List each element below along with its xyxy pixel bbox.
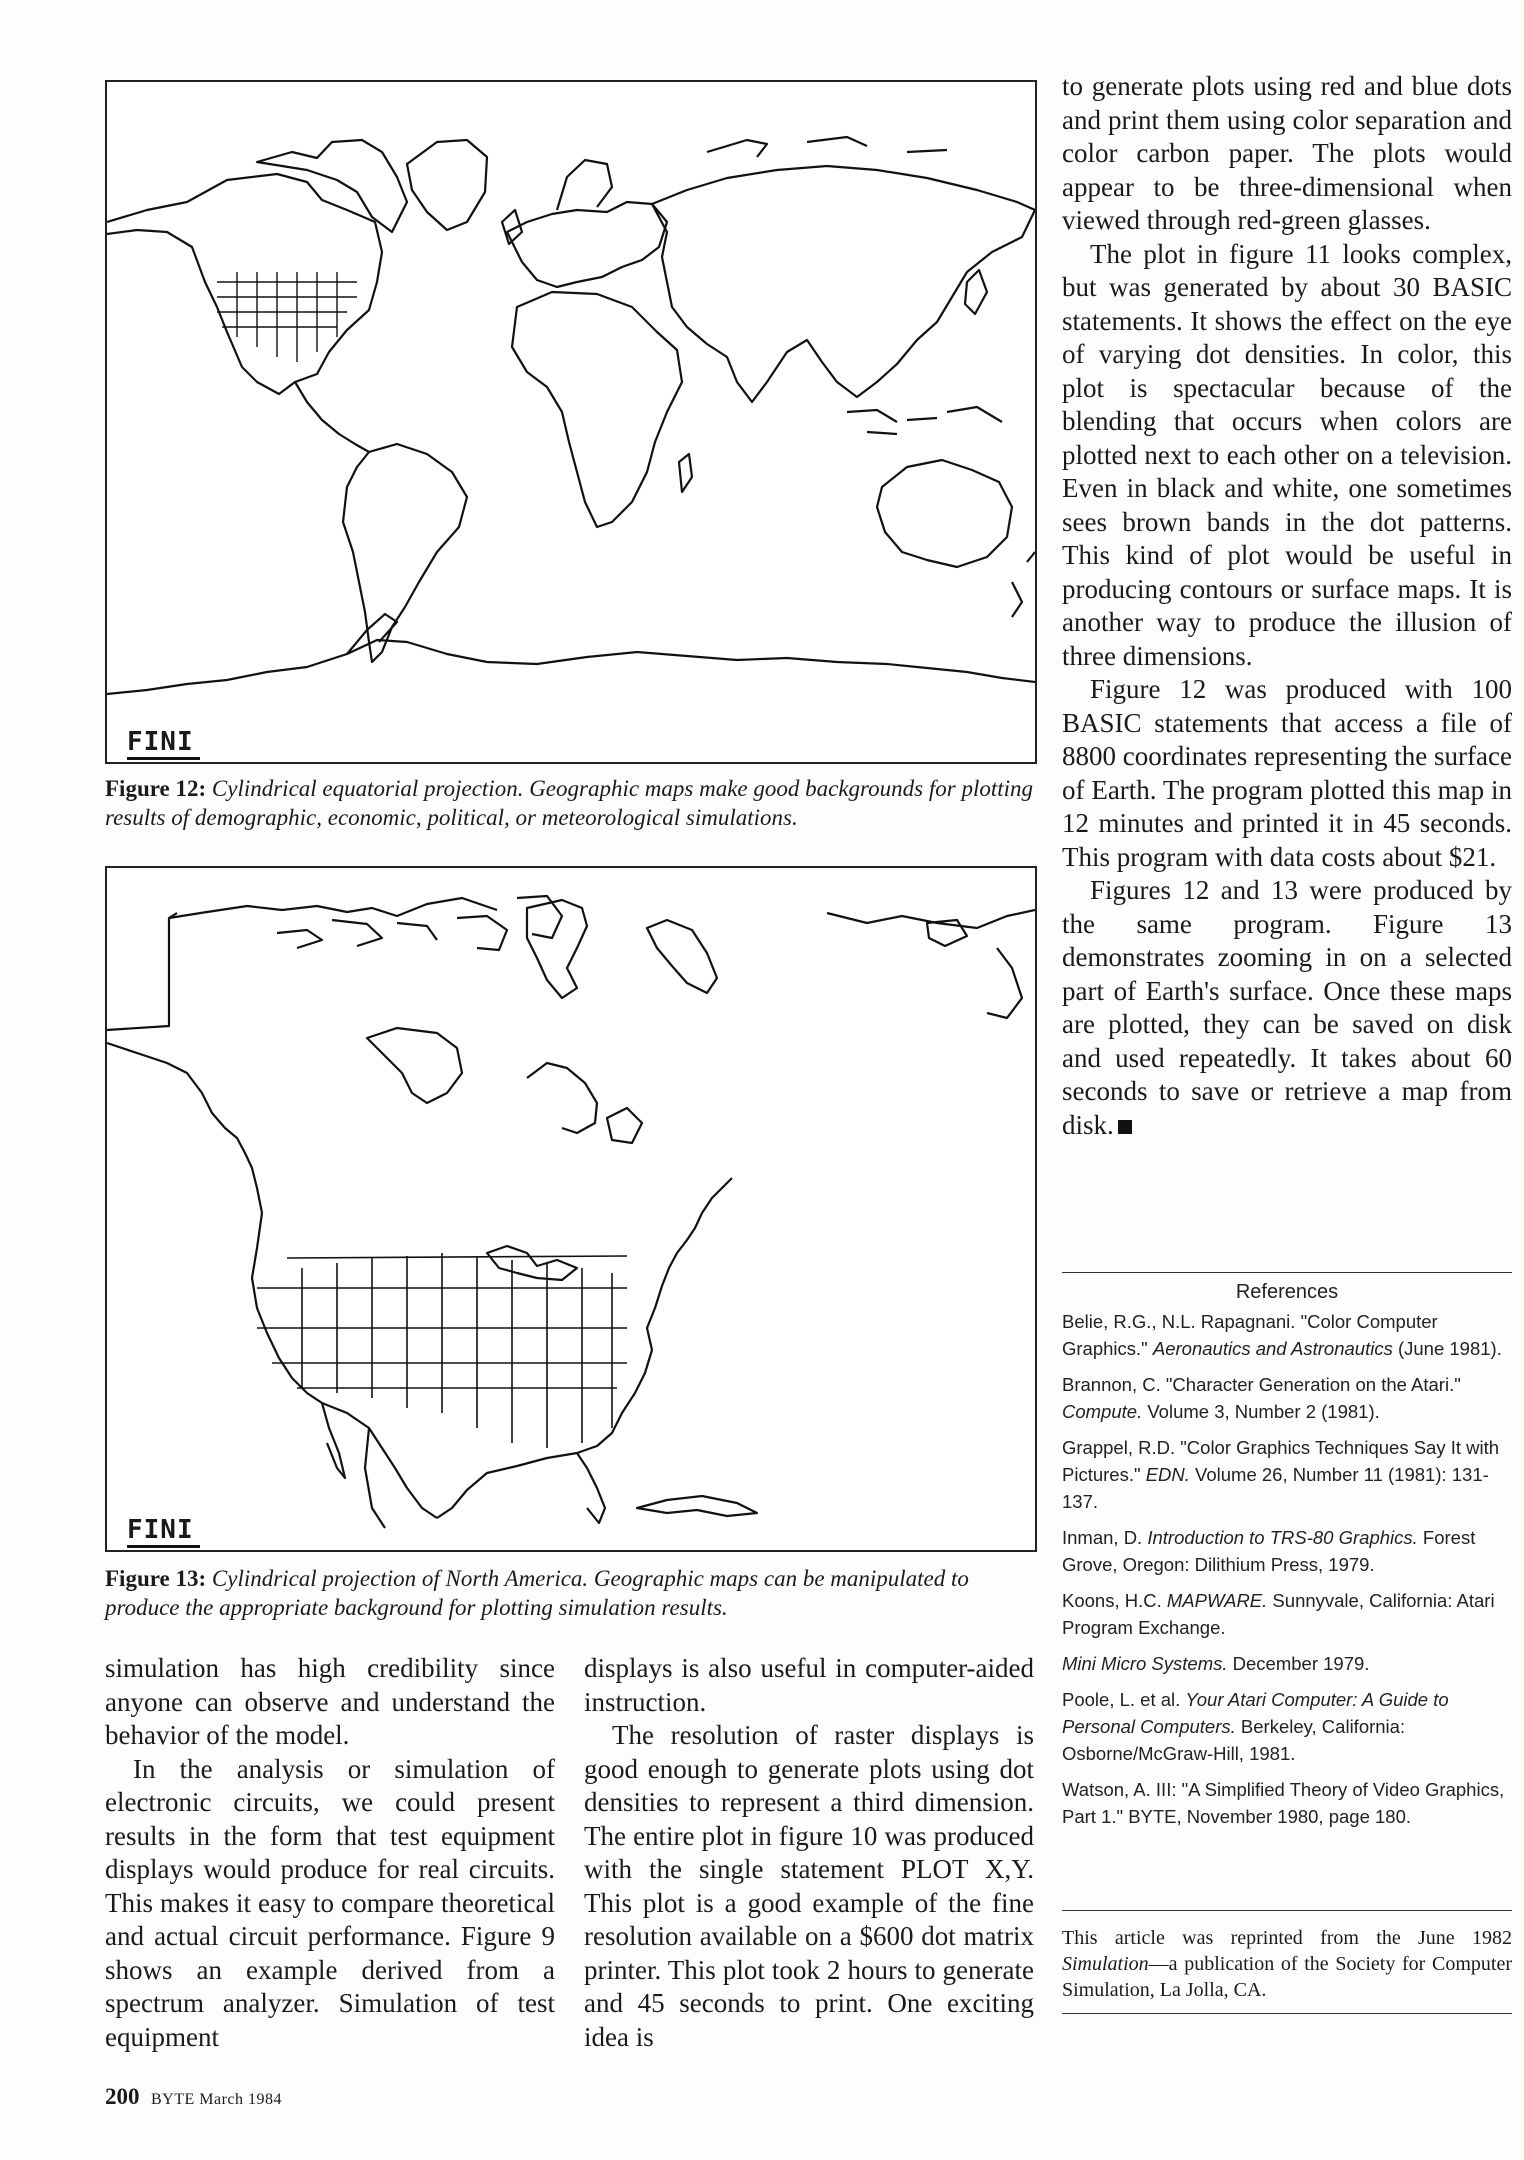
us-state-grid <box>217 272 357 362</box>
asia-outline <box>652 166 1035 402</box>
south-america-outline <box>343 444 467 662</box>
africa-outline <box>512 292 682 527</box>
paragraph: to generate plots using red and blue dots and print them using color separation and color carbon paper. The plots would appear to be three-dimensional when viewed through red-green glasses. <box>1062 71 1512 235</box>
figure-12-caption <box>105 774 1035 832</box>
reference-item: Inman, D. Introduction to TRS-80 Graphics. Forest Grove, Oregon: Dilithium Press, 1979. <box>1062 1527 1476 1575</box>
state-boundaries <box>257 1253 627 1448</box>
europe-outline <box>507 202 667 287</box>
florida <box>577 1453 605 1523</box>
greenland-outline <box>407 140 487 230</box>
paragraph-last <box>1062 874 1512 1142</box>
madagascar-outline <box>679 454 692 492</box>
figure-12-world-map <box>105 80 1037 764</box>
arctic-islands <box>277 896 562 950</box>
divider <box>1062 1910 1512 1911</box>
caption-label: Figure 12: <box>105 776 207 801</box>
north-america-plot <box>107 868 1035 1550</box>
figure-13-caption <box>105 1564 1035 1622</box>
page-number: 200 <box>105 2084 140 2109</box>
note-text: —a publication of the Society for Computer Simulation, La Jolla, CA. <box>1062 1953 1512 2001</box>
paragraph: displays is also useful in computer-aided instruction. <box>584 1653 1034 1717</box>
note-italic: Simulation <box>1062 1953 1149 1975</box>
newfoundland <box>607 1108 642 1143</box>
paragraph: simulation has high credibility since anyone can observe and understand the behavior of the model. <box>105 1653 555 1750</box>
baffin-island <box>647 920 717 993</box>
caption-text: Cylindrical projection of North America. Geographic maps can be manipulated to produce the appropriate background for plotting simulation results. <box>105 1566 969 1620</box>
japan-outline <box>965 270 987 314</box>
paragraph: Figure 12 was produced with 100 BASIC statements that access a file of 8800 coordinates representing the surface of Earth. The program plotted this map in 12 minutes and printed it in 45 seconds. This program with data costs about $21. <box>1062 674 1512 872</box>
hudson-bay <box>367 1028 462 1103</box>
reprint-note <box>1062 1910 1512 2014</box>
mexico-coast <box>365 1428 385 1528</box>
great-lakes <box>487 1246 577 1280</box>
references-heading: References <box>1235 1281 1339 1303</box>
arctic-coast <box>169 898 497 918</box>
labrador-coast <box>527 1063 597 1133</box>
references-section <box>1062 1272 1512 1839</box>
reference-item: Belie, R.G., N.L. Rapagnani. "Color Computer Graphics." Aeronautics and Astronautics (June 1981). <box>1062 1311 1502 1359</box>
australia-outline <box>877 460 1012 567</box>
paragraph: The plot in figure 11 looks complex, but was generated by about 30 BASIC statements. It shows the effect on the eye of varying dot densities. In color, this plot is spectacular because of the blending that occurs when colors are plotted next to each other on a television. Even in black and white, one sometimes sees brown bands in the dot patterns. This kind of plot would be useful in producing contours or surface maps. It is another way to produce the illusion of three dimensions. <box>1062 238 1512 671</box>
caption-label: Figure 13: <box>105 1566 207 1591</box>
end-mark-icon <box>1118 1120 1132 1134</box>
paragraph: The resolution of raster displays is good enough to generate plots using dot densities to represent a third dimension. The entire plot in figure 10 was produced with the single statement PLOT X,Y. This plot is a good example of the fine resolution available on a $600 dot matrix printer. This plot took 2 hours to generate and 45 seconds to print. One exciting idea is <box>584 1720 1034 2052</box>
figure-13-north-america-map <box>105 866 1037 1552</box>
world-map-plot <box>107 82 1035 762</box>
greenland <box>527 900 587 998</box>
page-footer <box>105 2084 282 2110</box>
reference-item: Koons, H.C. MAPWARE. Sunnyvale, California: Atari Program Exchange. <box>1062 1590 1495 1638</box>
cuba <box>637 1496 757 1516</box>
north-america-outline <box>107 174 382 394</box>
note-text: This article was reprinted from the June 1982 <box>1062 1927 1512 1949</box>
publication-name: BYTE March 1984 <box>151 2091 283 2108</box>
canada-arctic-islands <box>257 140 407 232</box>
scandinavia-outline <box>557 160 612 210</box>
divider <box>1062 2013 1512 2014</box>
caption-text: Cylindrical equatorial projection. Geographic maps make good backgrounds for plotting results of demographic, economic, political, or meteorological simulations. <box>105 776 1034 830</box>
body-column-left <box>105 1652 555 2054</box>
reference-item: Grappel, R.D. "Color Graphics Techniques Say It with Pictures." EDN. Volume 26, Number 11 (1981): 131-137. <box>1062 1437 1500 1512</box>
central-america-outline <box>295 382 369 452</box>
alaska-coast <box>107 1043 262 1213</box>
body-column-middle <box>584 1652 1034 2054</box>
us-outline <box>252 1178 732 1518</box>
europe-edge <box>827 910 1035 928</box>
scandinavia-edge <box>987 948 1022 1018</box>
paragraph: In the analysis or simulation of electronic circuits, we could present results in the form that test equipment displays would produce for real circuits. This makes it easy to compare theoretical and actual circuit performance. Figure 9 shows an example derived from a spectrum analyzer. Simulation of test equipment <box>105 1753 555 2052</box>
reference-item: Poole, L. et al. Your Atari Computer: A Guide to Personal Computers. Berkeley, California: Osborne/McGraw-Hill, 1981. <box>1062 1689 1449 1764</box>
new-zealand-outline <box>1012 552 1035 617</box>
reference-item: Brannon, C. "Character Generation on the Atari." Compute. Volume 3, Number 2 (1981). <box>1062 1374 1461 1422</box>
fini-label: FINI <box>127 727 200 760</box>
paragraph-text: Figures 12 and 13 were produced by the same program. Figure 13 demonstrates zooming in on a selected part of Earth's surface. Once these maps are plotted, they can be saved on disk and used repeatedly. It takes about 60 seconds to save or retrieve a map from disk. <box>1062 875 1512 1140</box>
reference-item: Mini Micro Systems. December 1979. <box>1062 1653 1370 1674</box>
siberia-arctic-islands <box>707 137 947 157</box>
indonesia-islands <box>847 407 1002 434</box>
alaska-border-line <box>107 913 177 1030</box>
baja-california <box>322 1403 345 1478</box>
divider <box>1062 1272 1512 1273</box>
antarctica-outline <box>107 640 1035 694</box>
reference-item: Watson, A. III: "A Simplified Theory of Video Graphics, Part 1." BYTE, November 1980, page 180. <box>1062 1779 1505 1827</box>
fini-label: FINI <box>127 1515 200 1548</box>
body-column-right <box>1062 70 1512 1142</box>
